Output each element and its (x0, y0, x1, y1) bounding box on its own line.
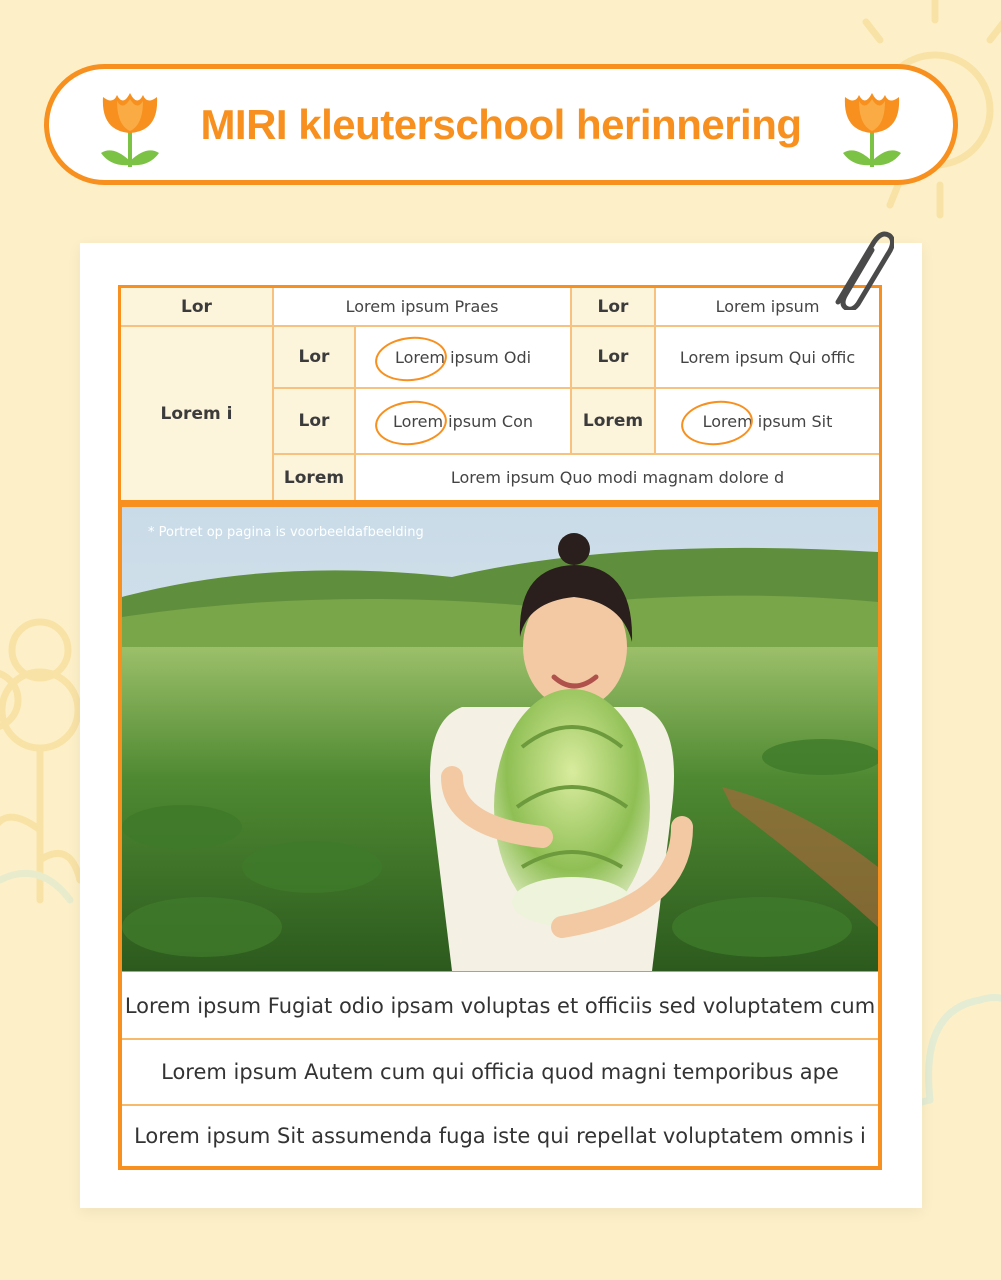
tulip-icon (837, 87, 907, 171)
paperclip-icon (828, 226, 894, 310)
notes-list (118, 972, 882, 1170)
table-value: Lorem ipsum Con (356, 389, 570, 453)
table-value: Lorem ipsum Praes (274, 288, 570, 325)
table-value: Lorem ipsum Qui offic (656, 327, 879, 387)
table-group-label: Lorem i (121, 327, 272, 500)
info-table (118, 285, 882, 503)
child-with-cabbage-photo (122, 507, 878, 971)
child-photo (118, 503, 882, 975)
table-value: Lorem ipsum (656, 288, 879, 325)
note-line: Lorem ipsum Sit assumenda fuga iste qui repellat voluptatem omnis i (134, 1124, 866, 1148)
table-value: Lorem ipsum Odi (356, 327, 570, 387)
photo-disclaimer: * Portret op pagina is voorbeeldafbeelding (148, 525, 424, 540)
flower-doodle-icon (0, 622, 80, 900)
page-title: MIRI kleuterschool herinnering (200, 100, 802, 148)
table-value: Lorem ipsum Quo modi magnam dolore d (356, 455, 879, 500)
table-label: Lor (274, 389, 354, 453)
table-label: Lorem (572, 389, 654, 453)
table-value: Lorem ipsum Sit (656, 389, 879, 453)
tulip-icon (95, 87, 165, 171)
note-line: Lorem ipsum Autem cum qui officia quod magni temporibus ape (161, 1060, 839, 1084)
table-label: Lor (121, 288, 272, 325)
leaf-doodle-icon (0, 873, 70, 900)
table-label: Lor (274, 327, 354, 387)
note-line: Lorem ipsum Fugiat odio ipsam voluptas et officiis sed voluptatem cum (124, 994, 876, 1018)
header-banner (44, 64, 958, 185)
table-label: Lor (572, 288, 654, 325)
table-label: Lor (572, 327, 654, 387)
table-label: Lorem (274, 455, 354, 500)
